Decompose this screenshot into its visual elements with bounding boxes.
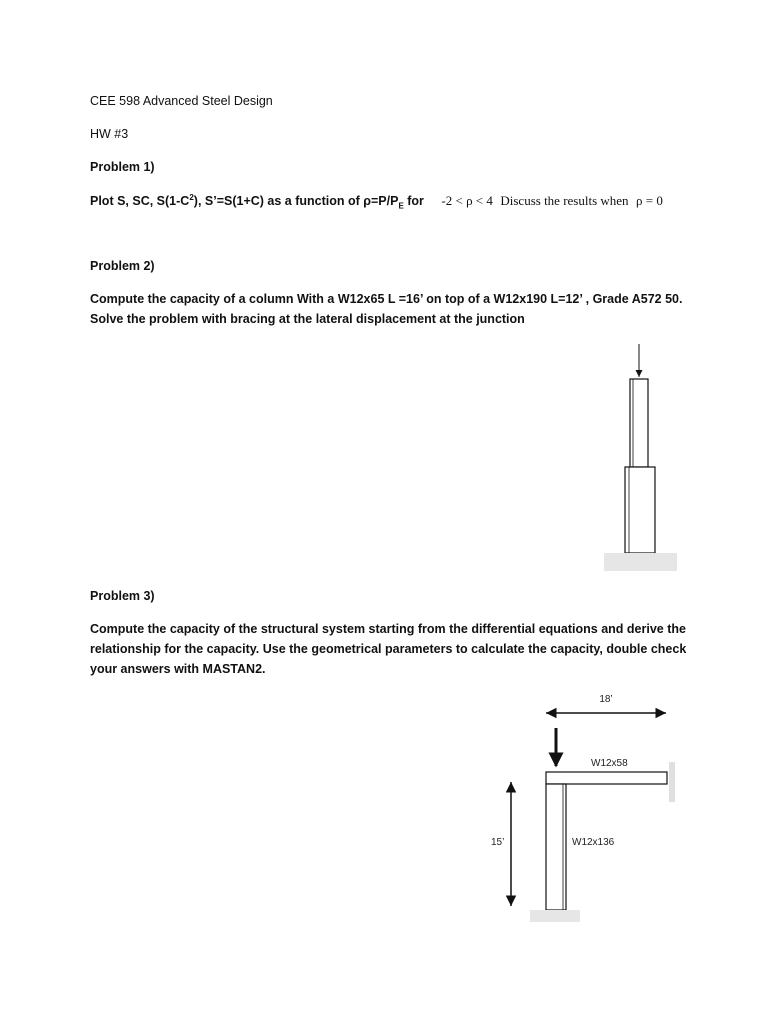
span-dimension-label: 18’ xyxy=(599,694,613,705)
squared-superscript: 2 xyxy=(189,193,194,202)
problem-2-line-1: Compute the capacity of a column With a W12x65 L =16’ on top of a W12x190 L=12’ , Grade A572 50. xyxy=(90,292,683,306)
column-label: W12x136 xyxy=(572,837,615,848)
lower-column-w12x190 xyxy=(625,467,655,553)
plot-mid: ), S’=S(1+C) as a function of ρ=P/P xyxy=(193,194,399,209)
problem-2-line-2: Solve the problem with bracing at the lateral displacement at the junction xyxy=(90,312,525,326)
problem-3-line-1: Compute the capacity of the structural system starting from the differential equations and derive the xyxy=(90,622,686,636)
column-base-support xyxy=(604,553,677,571)
problem-3-line-3: your answers with MASTAN2. xyxy=(90,662,266,676)
height-dimension-label: 15’ xyxy=(491,837,505,848)
for-label: for xyxy=(403,194,424,209)
plot-label: Plot S, SC, S(1-C xyxy=(90,194,190,209)
problem-3-title: Problem 3) xyxy=(90,589,155,603)
course-title: CEE 598 Advanced Steel Design xyxy=(90,94,273,108)
frame-base-support xyxy=(530,910,580,922)
problem-2-title: Problem 2) xyxy=(90,259,155,273)
subscript-e: E xyxy=(398,201,404,211)
problem-1-title: Problem 1) xyxy=(90,160,155,174)
beam-label: W12x58 xyxy=(591,758,628,769)
stepped-column-diagram xyxy=(604,344,677,571)
discuss-text: Discuss the results when xyxy=(500,193,629,209)
beam-w12x58 xyxy=(546,772,667,784)
rho-zero: ρ = 0 xyxy=(636,193,663,209)
rho-range: -2 < ρ < 4 xyxy=(441,193,493,209)
frame-diagram xyxy=(491,694,675,922)
problem-3-line-2: relationship for the capacity. Use the geometrical parameters to calculate the capacity, double check xyxy=(90,642,687,656)
homework-number: HW #3 xyxy=(90,127,129,141)
beam-end-support xyxy=(669,762,675,802)
